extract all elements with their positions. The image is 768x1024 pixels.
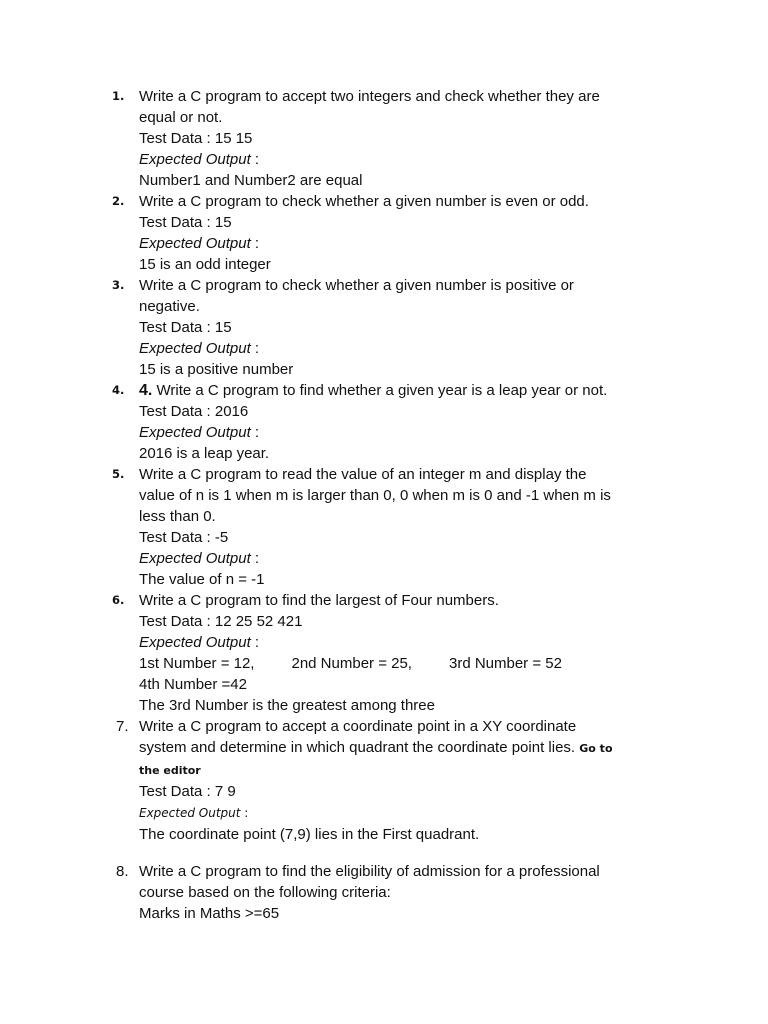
list-number: 1. xyxy=(112,89,125,103)
output-text: Number1 and Number2 are equal xyxy=(139,172,363,189)
paragraph-gap xyxy=(0,845,768,861)
question-text xyxy=(139,737,678,759)
exercise-item-1 xyxy=(0,86,768,191)
go-to-editor-link[interactable]: the editor xyxy=(139,764,201,777)
output-cell: 1st Number = 12, xyxy=(139,655,255,672)
output-text: 2016 is a leap year. xyxy=(139,445,270,462)
test-data: Test Data : 2016 xyxy=(139,403,249,420)
expected-output-label: Expected Output xyxy=(139,806,241,820)
list-number: 4. xyxy=(112,383,125,397)
question-text: Write a C program to check whether a given number is even or odd. xyxy=(139,193,589,210)
expected-output-heading xyxy=(139,802,678,824)
expected-output-label: Expected Output xyxy=(139,151,251,168)
test-data: Test Data : -5 xyxy=(139,529,229,546)
exercise-item-7 xyxy=(0,716,768,845)
expected-output-colon: : xyxy=(250,550,260,567)
expected-output-colon: : xyxy=(250,424,260,441)
output-text: The coordinate point (7,9) lies in the First quadrant. xyxy=(139,826,480,843)
expected-output-label: Expected Output xyxy=(139,235,251,252)
question-text: less than 0. xyxy=(139,508,216,525)
expected-output-colon: : xyxy=(250,151,260,168)
question-text: Write a C program to find the eligibility of admission for a professional xyxy=(139,863,600,880)
expected-output-label: Expected Output xyxy=(139,634,251,651)
list-number: 3. xyxy=(112,278,125,292)
inline-number: 4. xyxy=(139,382,153,399)
output-text: The 3rd Number is the greatest among three xyxy=(139,697,435,714)
test-data: Test Data : 12 25 52 421 xyxy=(139,613,303,630)
question-text: value of n is 1 when m is larger than 0, 0 when m is 0 and -1 when m is xyxy=(139,487,611,504)
expected-output-heading xyxy=(139,233,678,254)
go-to-editor-link[interactable]: Go to xyxy=(579,742,613,755)
test-data: Test Data : 15 xyxy=(139,214,232,231)
exercise-item-8 xyxy=(0,861,768,924)
expected-output-heading xyxy=(139,632,678,653)
question-text xyxy=(139,380,678,401)
question-text: Write a C program to accept two integers and check whether they are xyxy=(139,88,600,105)
expected-output-heading xyxy=(139,338,678,359)
expected-output-label: Expected Output xyxy=(139,550,251,567)
question-text-body: Write a C program to find whether a given year is a leap year or not. xyxy=(152,382,608,399)
list-number: 7. xyxy=(116,718,129,735)
question-text: negative. xyxy=(139,298,200,315)
question-text-body: system and determine in which quadrant the coordinate point lies. xyxy=(139,739,576,756)
expected-output-colon: : xyxy=(250,235,260,252)
output-cell: 2nd Number = 25, xyxy=(291,655,412,672)
test-data: Test Data : 15 15 xyxy=(139,130,253,147)
expected-output-label: Expected Output xyxy=(139,424,251,441)
output-cell: 3rd Number = 52 xyxy=(448,655,562,672)
list-number: 5. xyxy=(112,467,125,481)
question-text: Write a C program to find the largest of Four numbers. xyxy=(139,592,499,609)
question-text: Write a C program to read the value of an integer m and display the xyxy=(139,466,587,483)
expected-output-heading xyxy=(139,149,678,170)
test-data: Test Data : 15 xyxy=(139,319,232,336)
expected-output-heading xyxy=(139,548,678,569)
editor-link-continuation xyxy=(139,759,678,781)
expected-output-colon: : xyxy=(250,340,260,357)
expected-output-colon: : xyxy=(250,634,260,651)
exercise-item-4 xyxy=(0,380,768,464)
exercise-item-3 xyxy=(0,275,768,380)
expected-output-heading xyxy=(139,422,678,443)
test-data: Test Data : 7 9 xyxy=(139,783,236,800)
question-text: equal or not. xyxy=(139,109,223,126)
criteria-text: Marks in Maths >=65 xyxy=(139,905,280,922)
output-row xyxy=(139,653,678,674)
output-text: 15 is an odd integer xyxy=(139,256,271,273)
exercise-item-5 xyxy=(0,464,768,590)
question-text: course based on the following criteria: xyxy=(139,884,391,901)
expected-output-colon: : xyxy=(240,806,249,820)
output-text: 4th Number =42 xyxy=(139,676,247,693)
question-text: Write a C program to check whether a given number is positive or xyxy=(139,277,574,294)
question-text: Write a C program to accept a coordinate point in a XY coordinate xyxy=(139,718,577,735)
list-number: 6. xyxy=(112,593,125,607)
expected-output-label: Expected Output xyxy=(139,340,251,357)
output-text: The value of n = -1 xyxy=(139,571,265,588)
exercise-list xyxy=(0,86,768,924)
exercise-item-6 xyxy=(0,590,768,716)
list-number: 8. xyxy=(116,863,129,880)
output-text: 15 is a positive number xyxy=(139,361,294,378)
list-number: 2. xyxy=(112,194,125,208)
exercise-item-2 xyxy=(0,191,768,275)
